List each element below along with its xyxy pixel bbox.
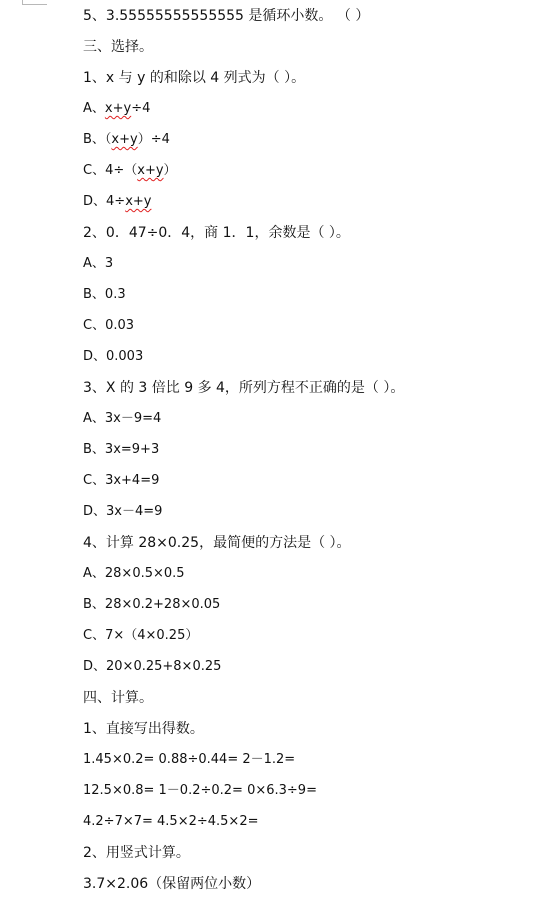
q4-option-b: B、28×0.2+28×0.05 [83, 597, 221, 612]
q4-stem: 4、计算 28×0.25，最简便的方法是（ ）。 [83, 535, 351, 551]
calc-row-1: 1.45×0.2= 0.88÷0.44= 2－1.2= [83, 752, 296, 767]
expression: x+y [104, 101, 132, 116]
q3-option-a: A、3x－9=4 [83, 411, 162, 426]
option-prefix: D、4÷ [83, 194, 126, 209]
q1-stem: 1、x 与 y 的和除以 4 列式为（ ）。 [83, 70, 306, 86]
page-corner-mark [22, 0, 47, 5]
section-3-title: 三、选择。 [83, 39, 153, 55]
q3-stem: 3、X 的 3 倍比 9 多 4，所列方程不正确的是（ ）。 [83, 380, 405, 396]
option-prefix: A、 [83, 101, 105, 116]
q1-option-a [83, 97, 150, 121]
q4-option-d: D、20×0.25+8×0.25 [83, 659, 222, 674]
option-prefix: B、（ [83, 132, 112, 147]
q2-stem: 2、0．47÷0．4，商 1．1，余数是（ ）。 [83, 225, 350, 241]
q1-option-d [83, 190, 151, 214]
true-false-question-5: 5、3.55555555555555 是循环小数。 （ ） [83, 8, 370, 24]
q1-option-c [83, 159, 177, 183]
q2-option-c: C、0.03 [83, 318, 135, 333]
expression: x+y [137, 163, 164, 178]
option-suffix: ÷4 [131, 101, 151, 116]
q2-option-a: A、3 [83, 256, 114, 271]
option-prefix: C、4÷（ [83, 163, 138, 178]
expression: x+y [125, 194, 152, 209]
option-suffix: ）÷4 [137, 132, 170, 147]
calc-q1-stem: 1、直接写出得数。 [83, 721, 204, 737]
calc-q2-stem: 2、用竖式计算。 [83, 845, 190, 861]
q2-option-d: D、0.003 [83, 349, 144, 364]
option-suffix: ） [163, 163, 177, 178]
calc-row-2: 12.5×0.8= 1－0.2÷0.2= 0×6.3÷9= [83, 783, 317, 798]
calc-q2-item: 3.7×2.06（保留两位小数） [83, 876, 261, 892]
q3-option-c: C、3x+4=9 [83, 473, 160, 488]
section-4-title: 四、计算。 [83, 690, 153, 706]
q2-option-b: B、0.3 [83, 287, 126, 302]
expression: x+y [111, 132, 138, 147]
calc-row-3: 4.2÷7×7= 4.5×2÷4.5×2= [83, 814, 259, 829]
q4-option-a: A、28×0.5×0.5 [83, 566, 185, 581]
q3-option-b: B、3x=9+3 [83, 442, 160, 457]
q4-option-c: C、7×（4×0.25） [83, 628, 199, 643]
q1-option-b [83, 128, 170, 152]
q3-option-d: D、3x－4=9 [83, 504, 163, 519]
